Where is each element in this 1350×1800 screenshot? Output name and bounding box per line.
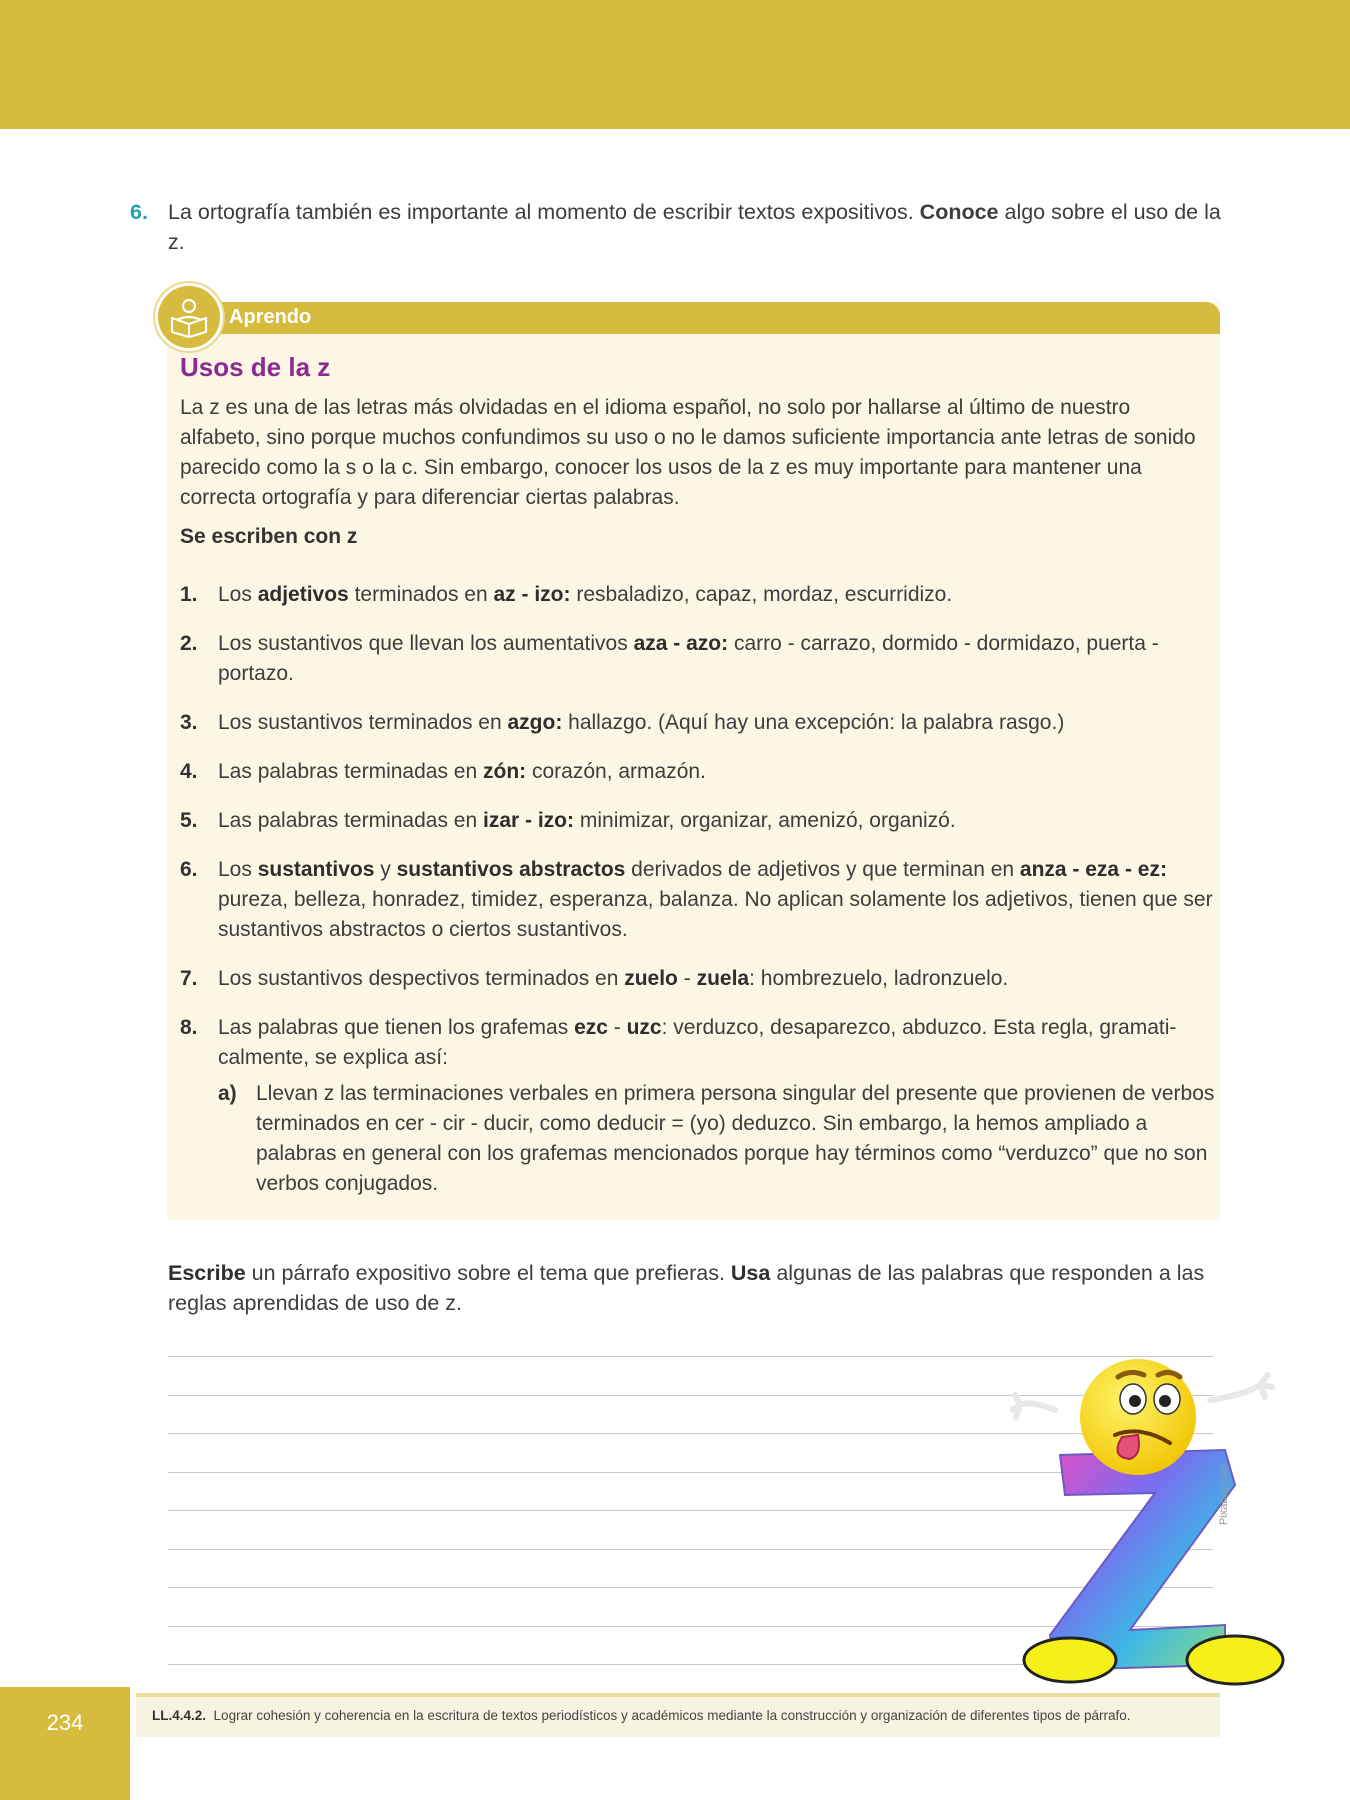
top-band [0, 0, 1350, 129]
rules-list [180, 580, 1215, 1218]
rule-1: 1. Los adjetivos terminados en az - izo: resbaladizo, capaz, mordaz, escurridizo. [180, 583, 953, 606]
activity-number: 6. [130, 200, 148, 224]
image-credit: Pixabay.com [1218, 1462, 1230, 1525]
rule-2: 2. Los sustantivos que llevan los aumentativos aza - azo: carro - carrazo, dormido - dormidazo, puerta - portazo. [180, 632, 1159, 685]
aprendo-label: Aprendo [229, 306, 312, 328]
reader-book-icon [155, 283, 223, 351]
rule-8: 8. Las palabras que tienen los grafemas ezc - uzc: verduzco, desaparezco, abduzco. Esta regla, gramaticalmente, se explica así: a) Llevan z las terminaciones verbales en primera persona singular del presente que provienen de verbos terminados en cer - cir - ducir, como deducir = (yo) deduzco. Sin embargo, la hemos ampliado a palabras en general con los grafemas mencionados porque hay términos como “verduzco” que no son verbos conjugados. [180, 1013, 1215, 1199]
rules-subheading: Se escriben con z [180, 525, 358, 548]
rule-7: 7. Los sustantivos despectivos terminados en zuelo - zuela: hombrezuelo, ladronzuelo. [180, 967, 1009, 990]
rule-6: 6. Los sustantivos y sustantivos abstractos derivados de adjetivos y que terminan en anza - eza - ez: pureza, belleza, honradez, timidez, esperanza, balanza. No aplican solamente los adjetivos, tienen que ser sustantivos abstractos o ciertos sustantivos. [180, 858, 1213, 941]
page-number-tab [0, 1687, 130, 1800]
rule-3: 3. Los sustantivos terminados en azgo: hallazgo. (Aquí hay una excepción: la palabra rasgo.) [180, 711, 1065, 734]
intro-paragraph: La z es una de las letras más olvidadas en el idioma español, no solo por hallarse al último de nuestro alfabeto, sino porque muchos confundimos su uso o no le damos suficiente importancia ante letras de sonido parecido como la s o la c. Sin embargo, conocer los usos de la z es muy importante para mantener una correcta ortografía y para diferenciar ciertas palabras. [180, 396, 1196, 509]
section-title: Usos de la z [180, 352, 331, 382]
writing-task: Escribe un párrafo expositivo sobre el tema que prefieras. Usa algunas de las palabras que responden a las reglas aprendidas de uso de z. [168, 1261, 1205, 1315]
rule-4: 4. Las palabras terminadas en zón: corazón, armazón. [180, 760, 706, 783]
activity-text: La ortografía también es importante al momento de escribir textos expositivos. Conoce algo sobre el uso de la z. [168, 200, 1221, 254]
rule-5: 5. Las palabras terminadas en izar - izo: minimizar, organizar, amenizó, organizó. [180, 809, 956, 832]
footer-objective: LL.4.4.2. Lograr cohesión y coherencia en la escritura de textos periodísticos y académicos mediante la construcción y organización de diferentes tipos de párrafo. [152, 1708, 1131, 1723]
page-number: 234 [46, 1710, 84, 1735]
letter-z-mascot-icon [1010, 1355, 1290, 1700]
activity-6 [130, 197, 1222, 257]
rule-8-subrule-a: a) Llevan z las terminaciones verbales en primera persona singular del presente que provienen de verbos terminados en cer - cir - ducir, como deducir = (yo) deduzco. Sin embargo, la hemos ampliado a palabras en general con los grafemas mencionados porque hay términos como “verduzco” que no son verbos conjugados. [218, 1082, 1215, 1195]
aprendo-header [167, 302, 1220, 334]
